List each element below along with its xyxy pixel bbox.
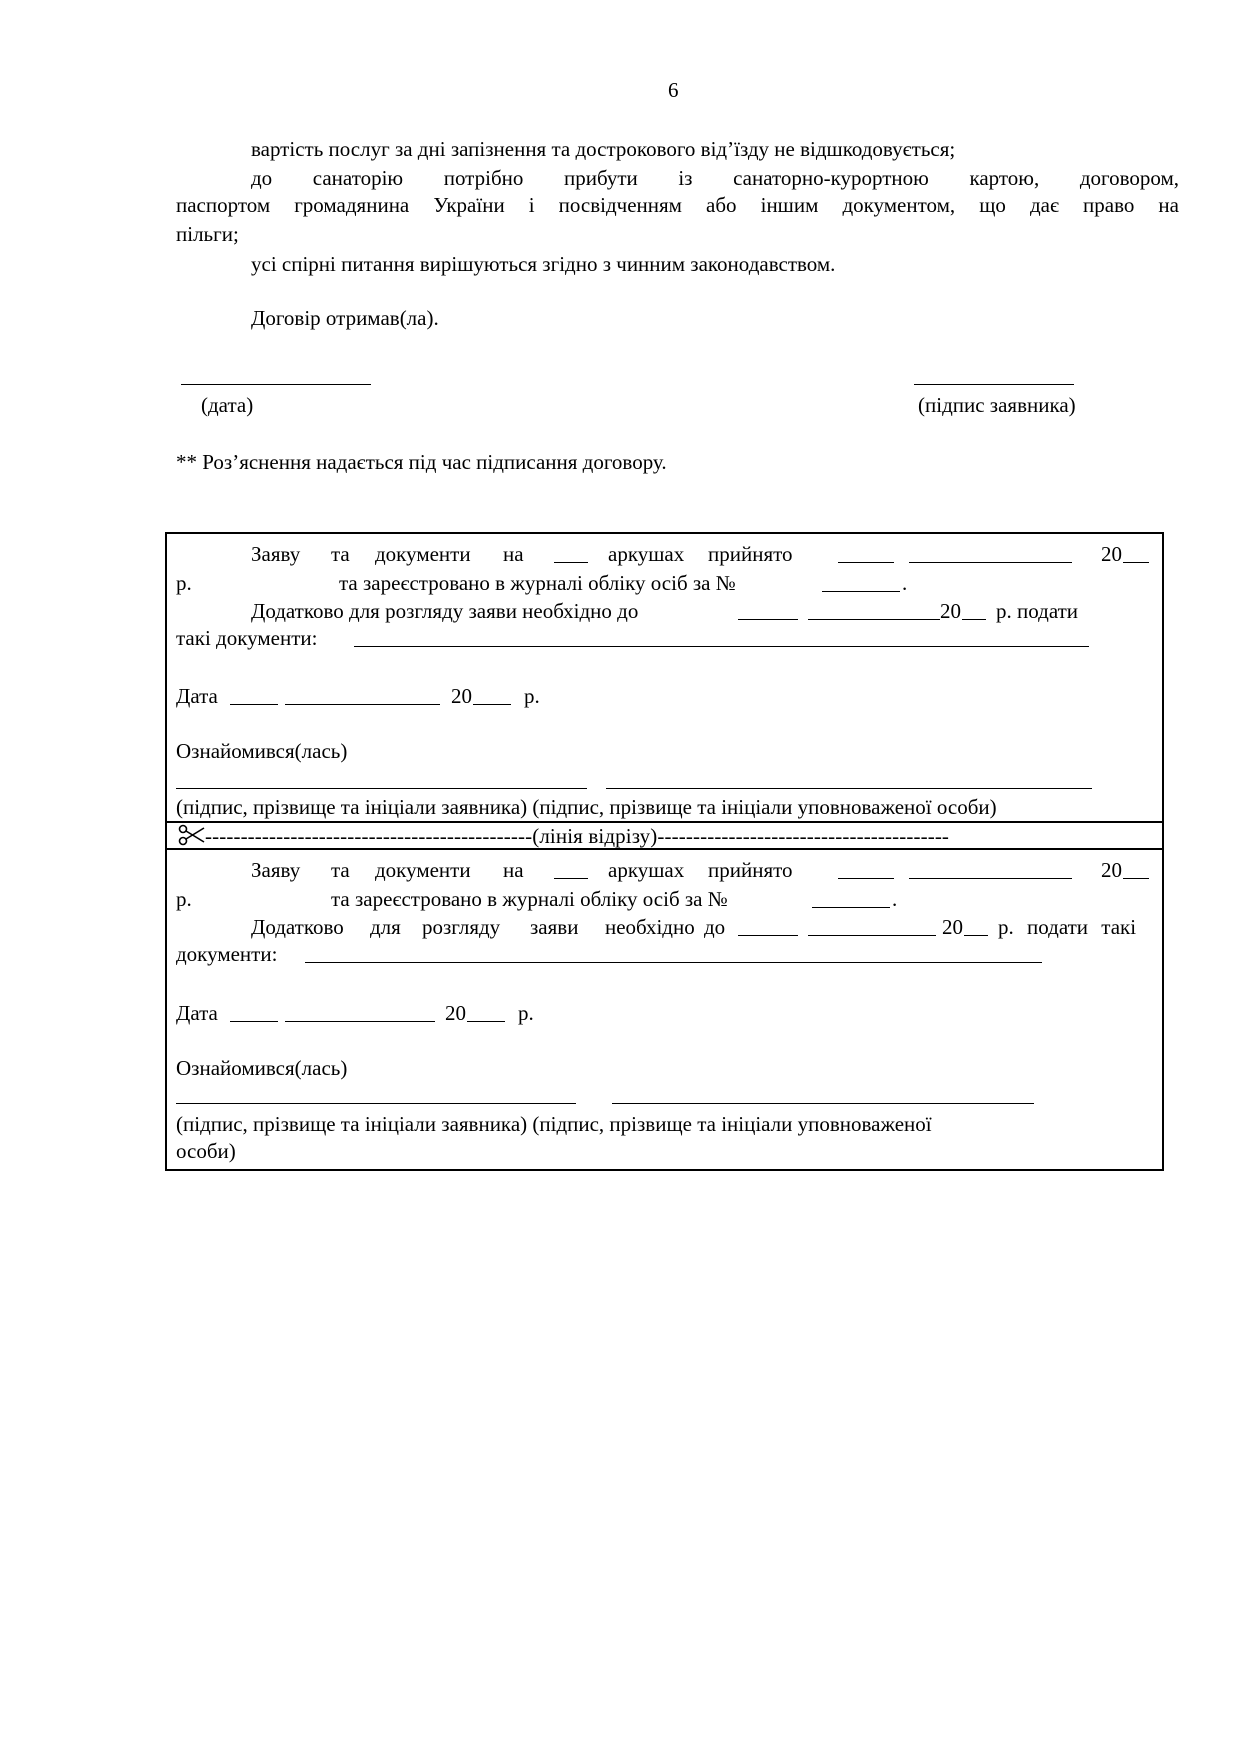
body-para-arrival-line1: до санаторію потрібно прибути із санаторно-курортною картою, договором,	[251, 166, 1179, 190]
bottom-l1-dokumenty: документи	[375, 858, 471, 882]
top-deadline-month-blank	[808, 619, 940, 620]
bottom-l3-dlia: для	[370, 915, 401, 939]
bottom-l4-documents: документи:	[176, 942, 278, 966]
top-sign-captions: (підпис, прізвище та ініціали заявника) (підпис, прізвище та ініціали уповноваженої особи)	[176, 795, 997, 819]
bottom-deadline-month-blank	[808, 935, 936, 936]
bottom-day-blank	[838, 878, 894, 879]
top-l2-r: р.	[176, 571, 192, 595]
bottom-sign-captions-line2: особи)	[176, 1139, 236, 1163]
bottom-l2-dot: .	[892, 887, 898, 911]
body-line-disputes: усі спірні питання вирішуються згідно з чинним законодавством.	[251, 252, 836, 276]
bottom-l3-neobkhidno: необхідно	[605, 915, 695, 939]
bottom-l1-ta: та	[331, 858, 350, 882]
cut-strip-top-border	[167, 821, 1162, 823]
footnote: ** Роз’яснення надається під час підписання договору.	[176, 450, 667, 474]
scissors-icon	[178, 824, 206, 846]
top-deadline-year-blank	[962, 619, 986, 620]
top-date-month-blank	[285, 704, 440, 705]
top-l1-pryiniato: прийнято	[708, 542, 793, 566]
page-number: 6	[668, 78, 679, 102]
top-deadline-day-blank	[738, 619, 798, 620]
bottom-documents-blank	[305, 962, 1042, 963]
top-l1-year: 20	[1101, 542, 1122, 566]
bottom-deadline-year-blank	[964, 935, 988, 936]
body-para-arrival-line2: паспортом громадянина України і посвідченням або іншим документом, що дає право на	[176, 193, 1179, 217]
top-sheets-blank	[554, 562, 588, 563]
top-documents-blank	[354, 646, 1089, 647]
top-date-label: Дата	[176, 684, 218, 708]
bottom-l1-pryiniato: прийнято	[708, 858, 793, 882]
bottom-l3-zaiavy: заяви	[530, 915, 579, 939]
bottom-year-blank	[1123, 878, 1149, 879]
bottom-sheets-blank	[554, 878, 588, 879]
bottom-date-label: Дата	[176, 1001, 218, 1025]
top-l3-submit: р. подати	[996, 599, 1079, 623]
top-journal-number-blank	[822, 591, 900, 592]
top-l3-additional: Додатково для розгляду заяви необхідно до	[251, 599, 639, 623]
bottom-l2-registered: та зареєстровано в журналі обліку осіб за №	[331, 887, 728, 911]
body-para-arrival-line3: пільги;	[176, 222, 239, 246]
bottom-l3-dodatkovo: Додатково	[251, 915, 344, 939]
body-line-cost: вартість послуг за дні запізнення та дострокового від’їзду не відшкодовується;	[251, 137, 956, 161]
top-l3-year: 20	[940, 599, 961, 623]
cut-line-text: ----------------------------------------------(лінія відрізу)-----------------------------------------	[205, 824, 950, 848]
bottom-date-r: р.	[518, 1001, 534, 1025]
bottom-l1-zayavu: Заяву	[251, 858, 301, 882]
top-year-blank	[1123, 562, 1149, 563]
bottom-l3-submit: р. подати такі	[998, 915, 1137, 939]
bottom-official-sign-line	[612, 1103, 1034, 1104]
bottom-date-year: 20	[445, 1001, 466, 1025]
bottom-date-year-blank	[467, 1021, 505, 1022]
bottom-deadline-day-blank	[738, 935, 798, 936]
top-acquainted: Ознайомився(лась)	[176, 739, 348, 763]
top-l1-dokumenty: документи	[375, 542, 471, 566]
bottom-sign-captions-line1: (підпис, прізвище та ініціали заявника) (підпис, прізвище та ініціали уповноваженої	[176, 1112, 932, 1136]
date-signature-line	[181, 384, 371, 385]
top-l2-dot: .	[902, 571, 908, 595]
top-l1-na: на	[503, 542, 524, 566]
application-receipt-box	[165, 532, 1164, 1171]
bottom-l1-year: 20	[1101, 858, 1122, 882]
date-caption: (дата)	[201, 393, 254, 417]
cut-strip-bottom-border	[167, 848, 1162, 850]
signature-caption: (підпис заявника)	[918, 393, 1076, 417]
applicant-signature-line	[914, 384, 1074, 385]
top-l4-documents: такі документи:	[176, 626, 318, 650]
top-day-blank	[838, 562, 894, 563]
bottom-date-month-blank	[285, 1021, 435, 1022]
bottom-l1-na: на	[503, 858, 524, 882]
top-month-blank	[909, 562, 1072, 563]
bottom-l2-r: р.	[176, 887, 192, 911]
top-l1-arkushakh: аркушах	[608, 542, 685, 566]
contract-received: Договір отримав(ла).	[251, 306, 439, 330]
bottom-l3-year: 20	[942, 915, 963, 939]
bottom-date-day-blank	[230, 1021, 278, 1022]
top-official-sign-line	[606, 788, 1092, 789]
top-l1-ta: та	[331, 542, 350, 566]
top-date-year: 20	[451, 684, 472, 708]
bottom-l3-do: до	[704, 915, 726, 939]
bottom-l3-rozghliadu: розгляду	[422, 915, 501, 939]
bottom-month-blank	[909, 878, 1072, 879]
top-applicant-sign-line	[176, 788, 587, 789]
bottom-acquainted: Ознайомився(лась)	[176, 1056, 348, 1080]
top-date-year-blank	[473, 704, 511, 705]
bottom-l1-arkushakh: аркушах	[608, 858, 685, 882]
top-l2-registered: та зареєстровано в журналі обліку осіб за №	[339, 571, 736, 595]
top-l1-zayavu: Заяву	[251, 542, 301, 566]
top-date-day-blank	[230, 704, 278, 705]
bottom-journal-number-blank	[812, 907, 890, 908]
top-date-r: р.	[524, 684, 540, 708]
bottom-applicant-sign-line	[176, 1103, 576, 1104]
